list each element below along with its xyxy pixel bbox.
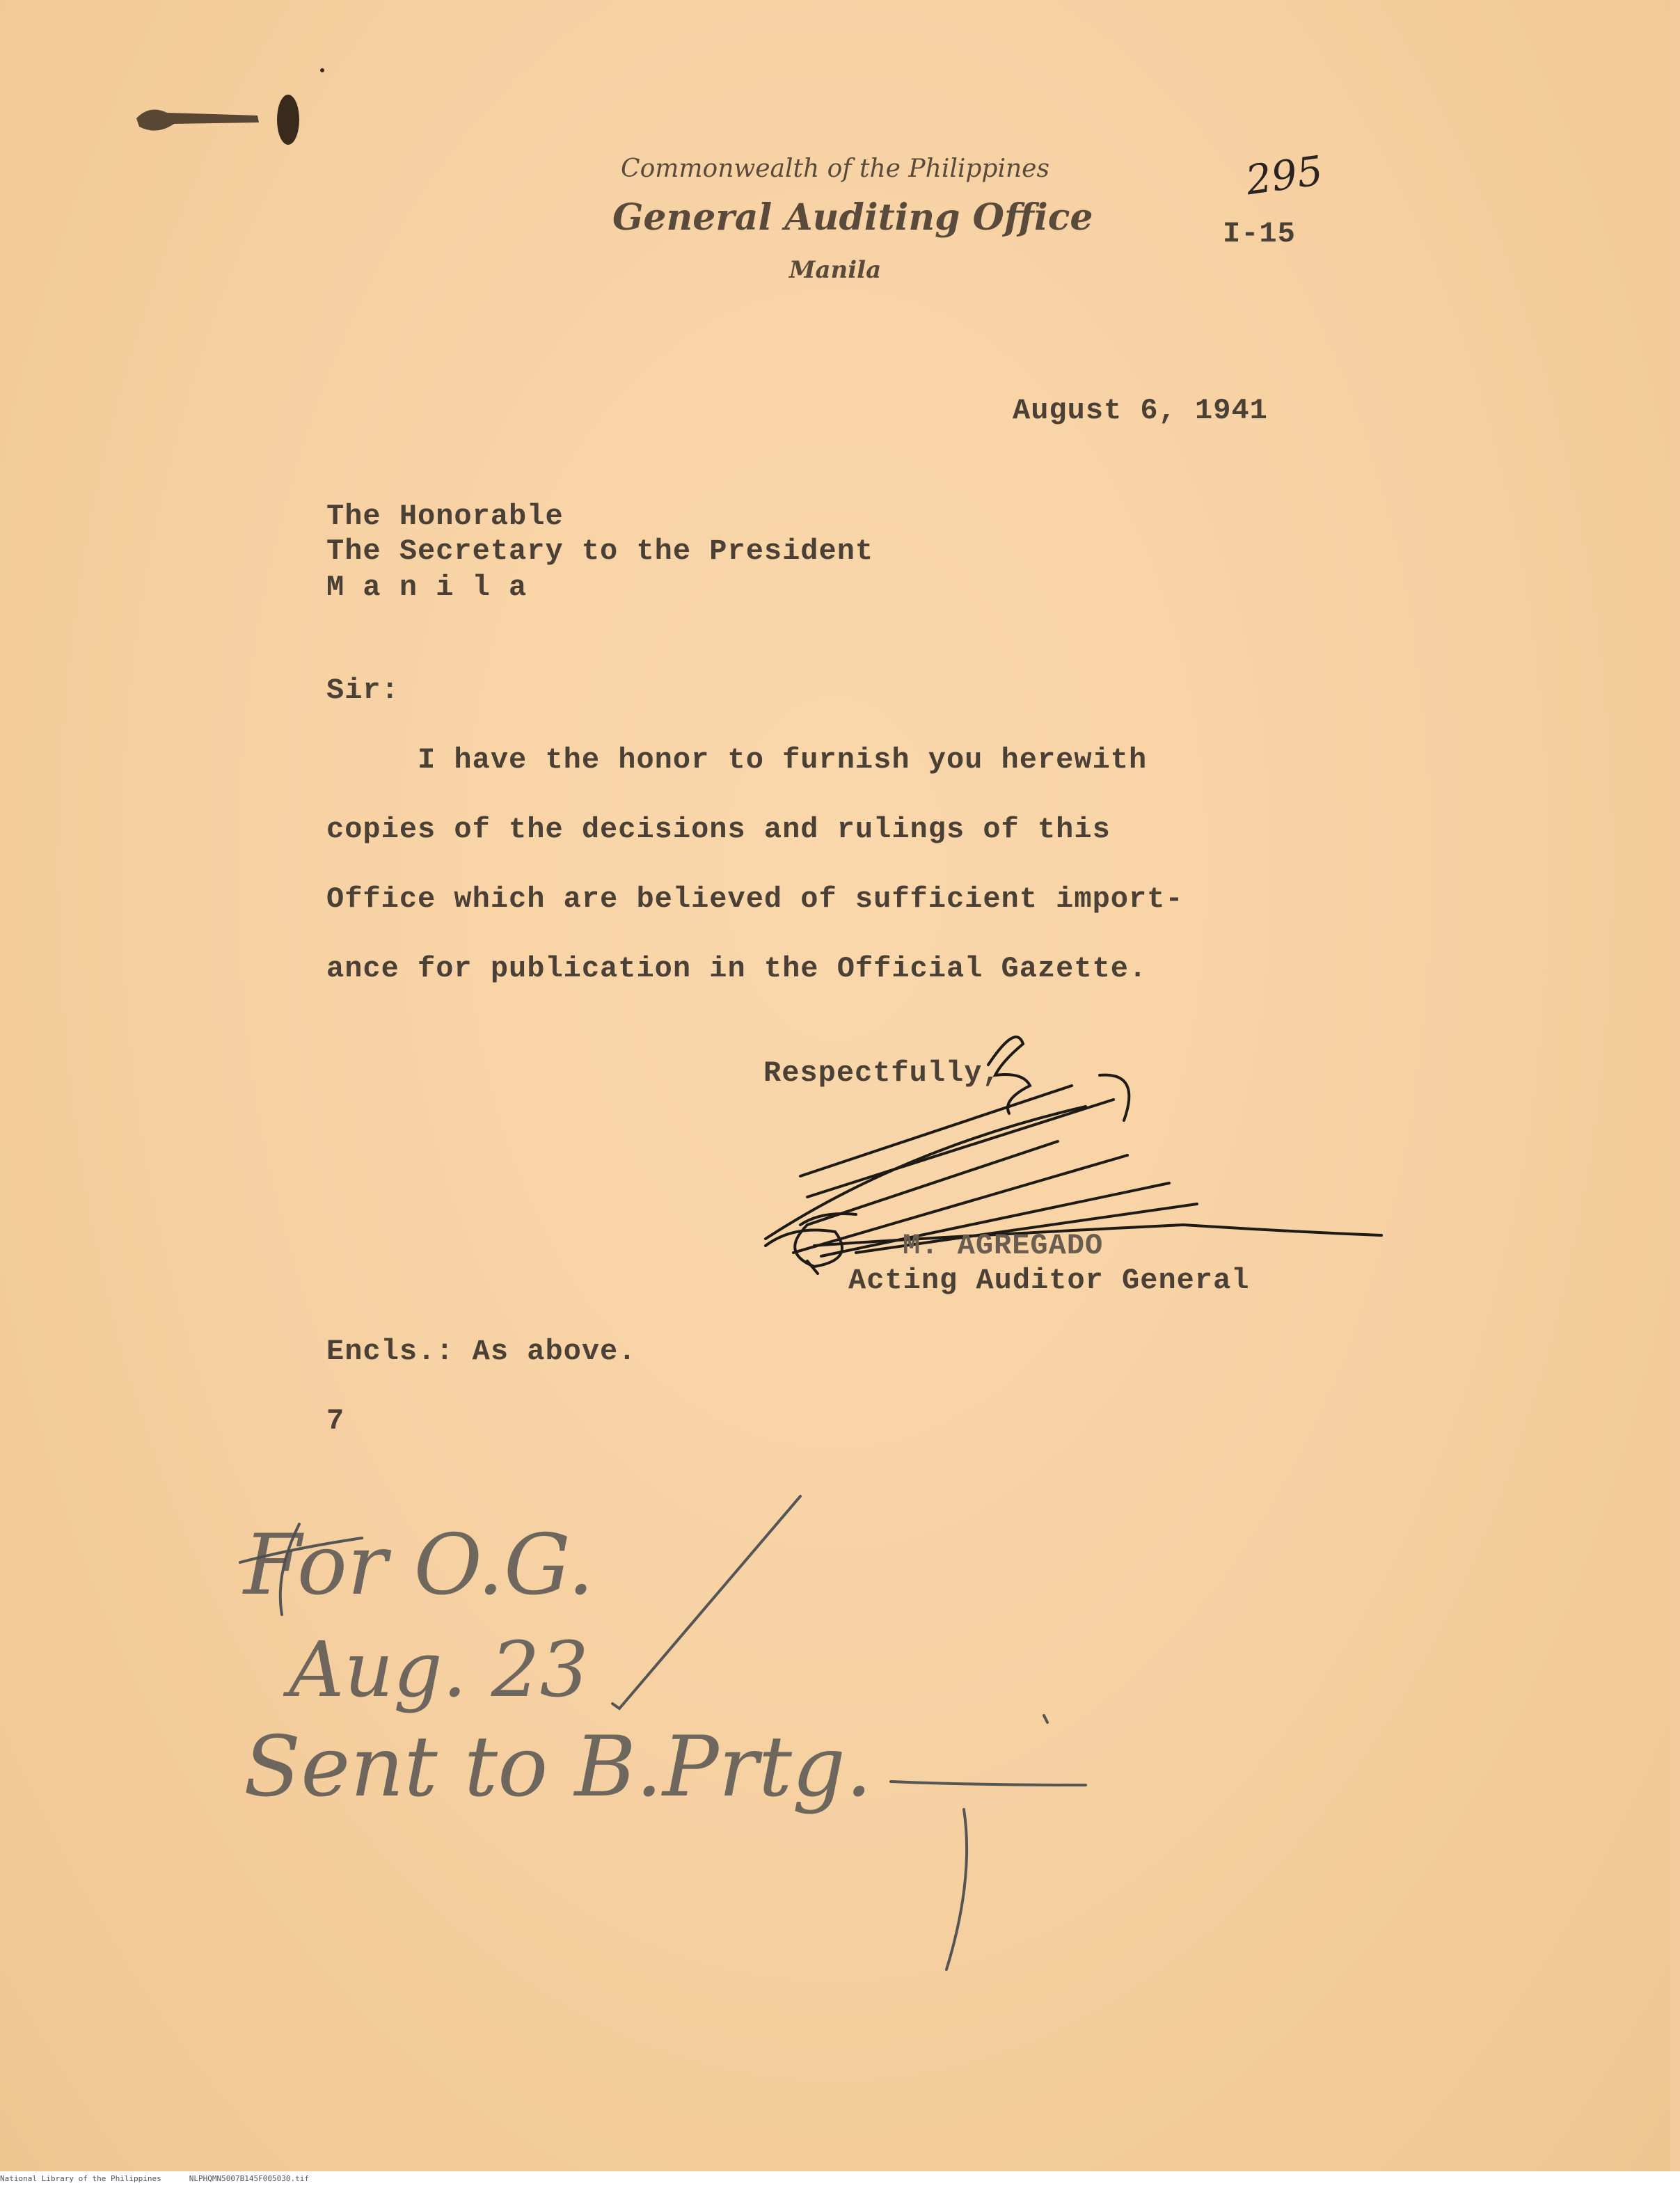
body-line-4: ance for publication in the Official Gazette. — [326, 952, 1148, 985]
addressee-line-2: The Secretary to the President — [326, 534, 874, 568]
file-caption: NLPHQMN5007B145F005030.tif — [189, 2174, 309, 2183]
typed-file-code: I-15 — [1223, 217, 1296, 251]
letter-date: August 6, 1941 — [1013, 394, 1268, 427]
addressee-line-1: The Honorable — [326, 500, 564, 533]
signatory-name: M. AGREGADO — [903, 1229, 1104, 1262]
body-line-2: copies of the decisions and rulings of this — [326, 813, 1111, 846]
salutation: Sir: — [326, 674, 399, 707]
letterhead-office: General Auditing Office — [612, 196, 1093, 239]
addressee-line-3: M a n i l a — [326, 571, 528, 604]
closing: Respectfully, — [763, 1056, 1001, 1090]
handwritten-file-number: 295 — [1242, 146, 1326, 205]
pencil-note-for-og: For O.G. — [244, 1517, 594, 1614]
page-mark: 7 — [326, 1404, 345, 1438]
pencil-note-date: Aug. 23 — [289, 1625, 589, 1714]
enclosures-note: Encls.: As above. — [326, 1335, 637, 1368]
body-line-3: Office which are believed of sufficient import- — [326, 882, 1184, 916]
scan-footer-caption — [0, 2174, 309, 2183]
body-line-1: I have the honor to furnish you herewith — [326, 743, 1148, 777]
library-caption: National Library of the Philippines — [0, 2174, 161, 2183]
letterhead-commonwealth: Commonwealth of the Philippines — [621, 154, 1049, 183]
signatory-title: Acting Auditor General — [848, 1264, 1250, 1297]
letterhead-city: Manila — [789, 256, 882, 284]
pencil-note-sent: Sent to B.Prtg. — [244, 1719, 873, 1816]
